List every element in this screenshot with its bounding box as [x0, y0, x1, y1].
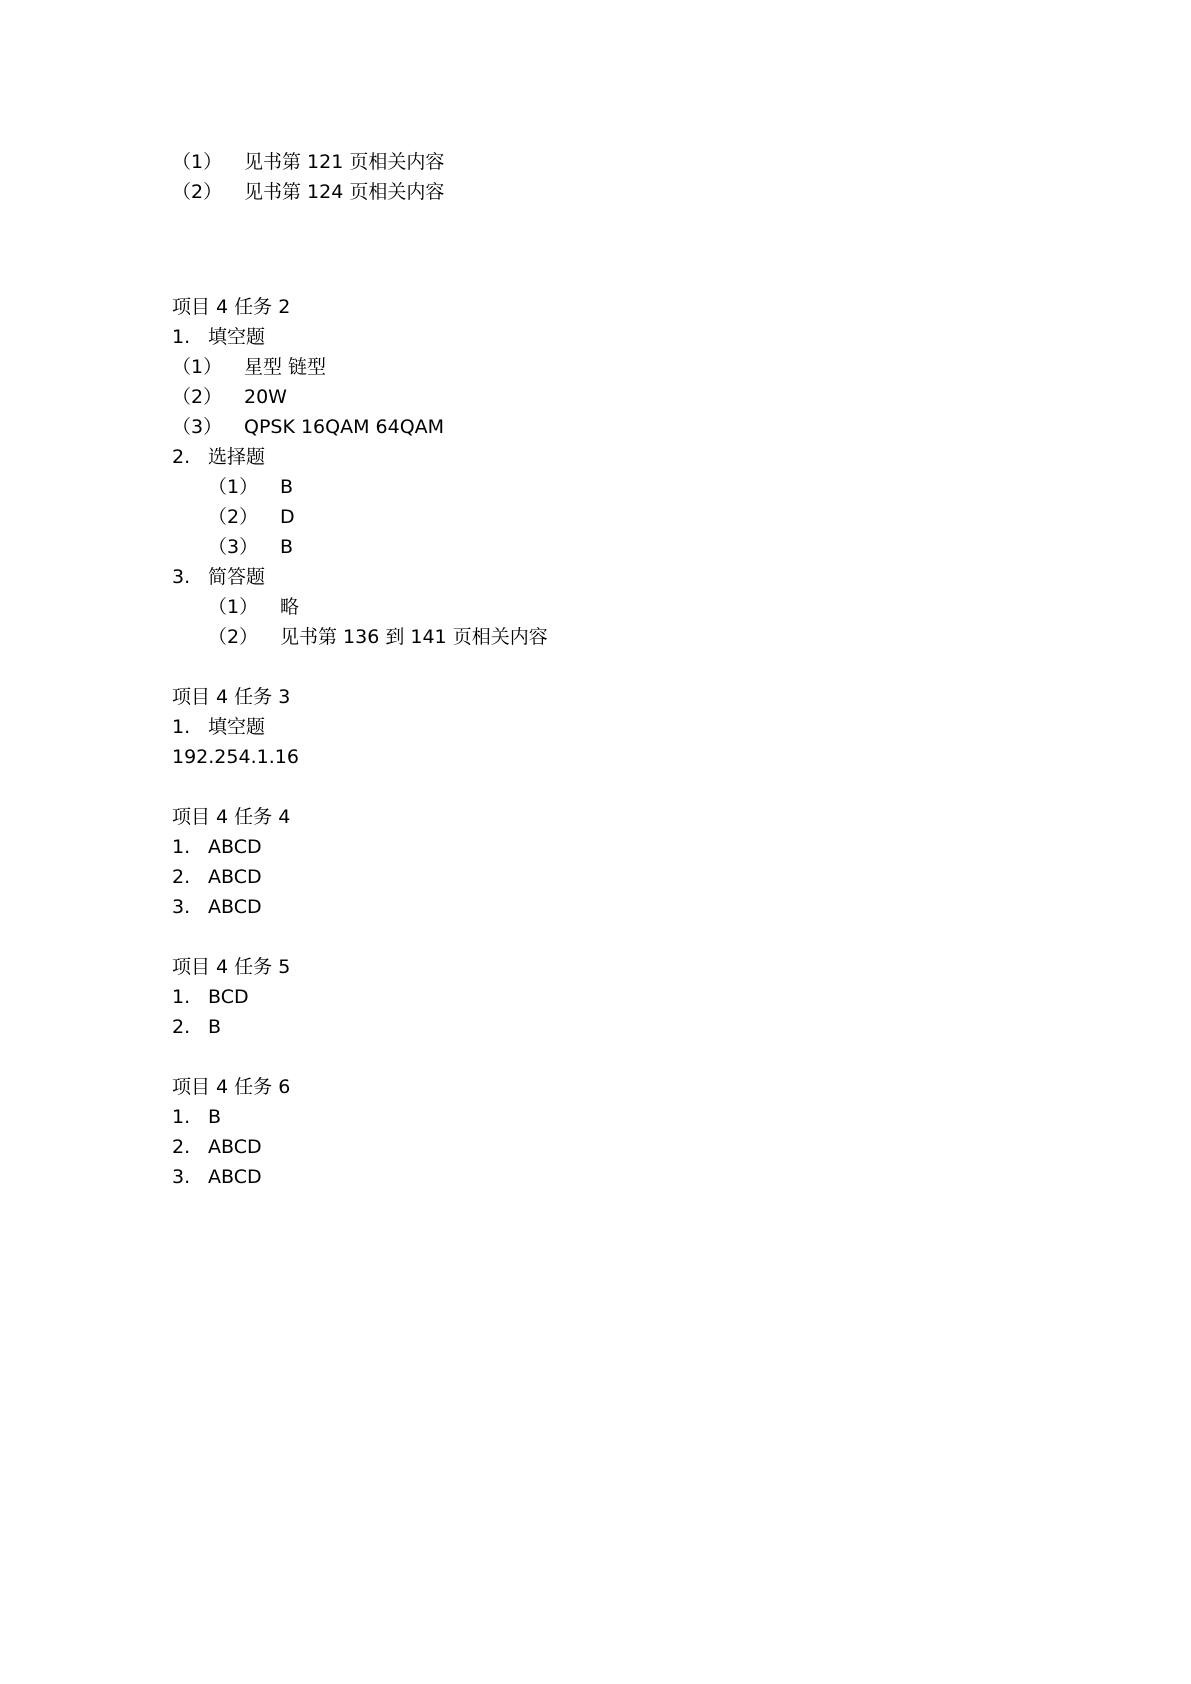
item-marker: （1） [208, 596, 259, 618]
question-group-title: 填空题 [208, 716, 266, 738]
item-marker: 3. [172, 1166, 191, 1188]
item-text: B [208, 1016, 222, 1038]
item-marker: 2. [172, 1136, 191, 1158]
item-marker: 1. [172, 986, 191, 1008]
item-text: B [280, 536, 294, 558]
item-marker: （1） [172, 151, 223, 173]
item-text: B [208, 1106, 222, 1128]
item-marker: 2. [172, 446, 191, 468]
item-marker: （2） [208, 506, 259, 528]
item-text: B [280, 476, 294, 498]
item-marker: 1. [172, 716, 191, 738]
item-marker: 1. [172, 836, 191, 858]
item-marker: （3） [208, 536, 259, 558]
item-text: 见书第 136 到 141 页相关内容 [280, 626, 548, 648]
item-text: D [280, 506, 295, 528]
section-heading-text: 项目 4 任务 5 [172, 956, 291, 978]
item-text: BCD [208, 986, 249, 1008]
item-text: ABCD [208, 866, 262, 888]
item-marker: 2. [172, 866, 191, 888]
section-heading-text: 项目 4 任务 6 [172, 1076, 291, 1098]
section-heading-text: 项目 4 任务 2 [172, 296, 291, 318]
item-marker: （2） [172, 386, 223, 408]
question-group-title: 填空题 [208, 326, 266, 348]
question-group-title: 选择题 [208, 446, 266, 468]
item-text: 20W [244, 386, 287, 408]
item-marker: （2） [172, 181, 223, 203]
item-text: 192.254.1.16 [172, 746, 299, 768]
item-marker: （1） [208, 476, 259, 498]
item-text: 见书第 121 页相关内容 [244, 151, 445, 173]
section-heading-text: 项目 4 任务 3 [172, 686, 291, 708]
item-text: ABCD [208, 896, 262, 918]
item-text: 星型 链型 [244, 356, 327, 378]
item-text: 见书第 124 页相关内容 [244, 181, 445, 203]
item-marker: 1. [172, 1106, 191, 1128]
item-text: ABCD [208, 1166, 262, 1188]
section-heading-text: 项目 4 任务 4 [172, 806, 291, 828]
question-group-title: 简答题 [208, 566, 266, 588]
item-text: 略 [280, 596, 300, 618]
item-marker: （2） [208, 626, 259, 648]
item-text: QPSK 16QAM 64QAM [244, 416, 445, 438]
item-text: ABCD [208, 1136, 262, 1158]
item-marker: 1. [172, 326, 191, 348]
item-marker: 2. [172, 1016, 191, 1038]
item-marker: （3） [172, 416, 223, 438]
item-marker: 3. [172, 896, 191, 918]
item-text: ABCD [208, 836, 262, 858]
item-marker: 3. [172, 566, 191, 588]
item-marker: （1） [172, 356, 223, 378]
